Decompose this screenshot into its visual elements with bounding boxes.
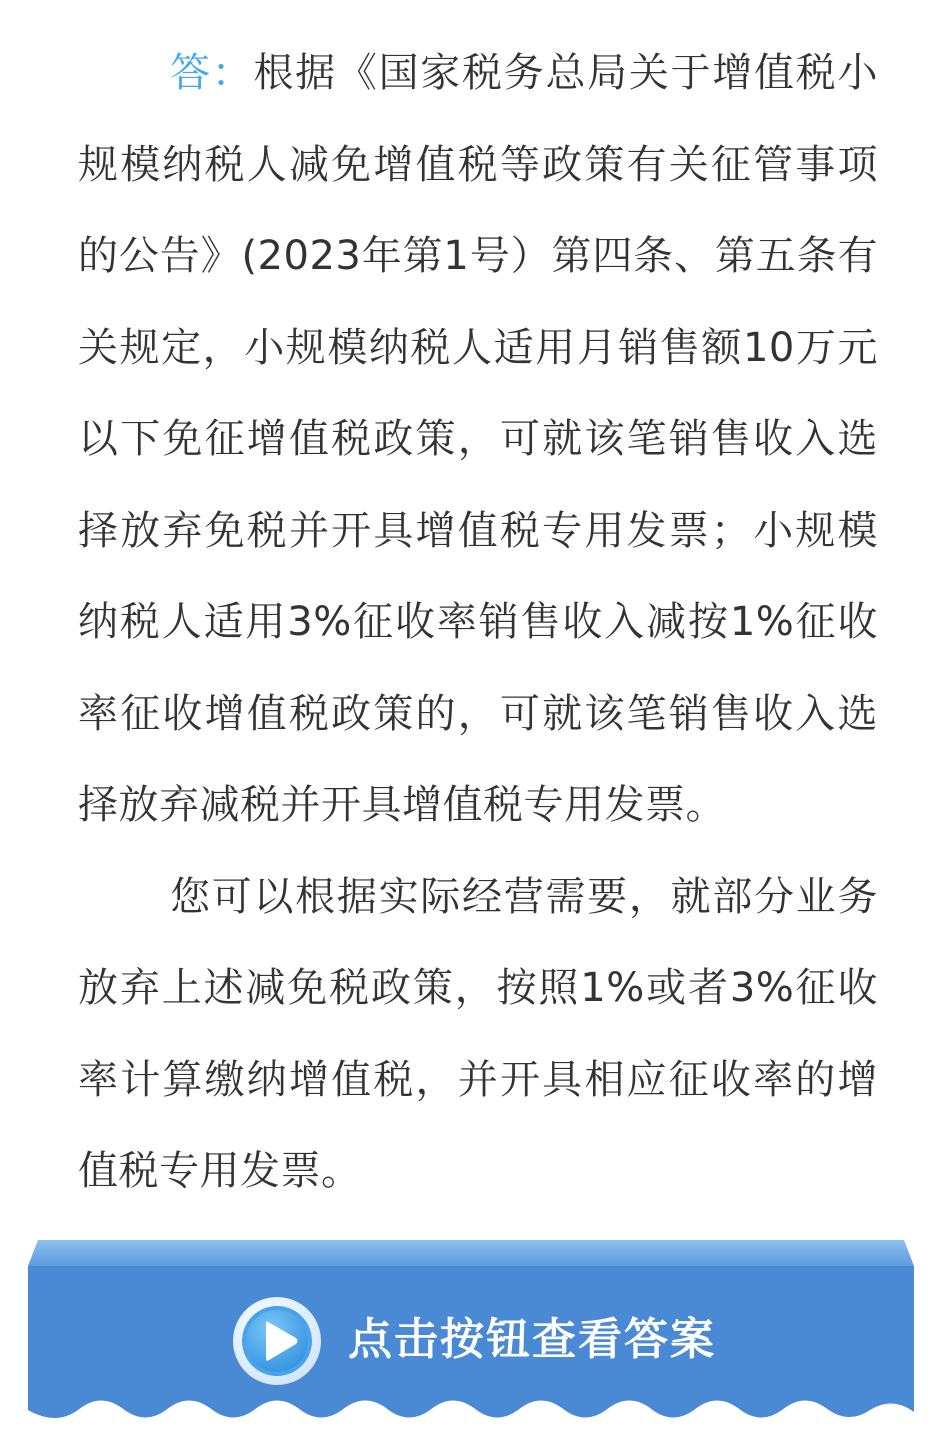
answer-paragraph-2: 您可以根据实际经营需要，就部分业务放弃上述减免税政策，按照1%或者3%征收率计算缴纳增值税，并开具相应征收率的增值税专用发票。 [78,873,878,1194]
answer-label: 答： [170,50,254,96]
answer-paragraph-1 [78,28,878,852]
view-answer-banner[interactable] [28,1240,914,1431]
answer-content [78,28,878,1218]
view-answer-button[interactable]: 点击按钮查看答案 [348,1314,716,1365]
play-icon[interactable] [232,1296,322,1386]
answer-paragraph-1-text: 根据《国家税务总局关于增值税小规模纳税人减免增值税等政策有关征管事项的公告》(2023年第1号）第四条、第五条有关规定，小规模纳税人适用月销售额10万元以下免征增值税政策，可就该笔销售收入选择放弃免税并开具增值税专用发票；小规模纳税人适用3%征收率销售收入减按1%征收率征收增值税政策的，可就该笔销售收入选择放弃减税并开具增值税专用发票。 [78,50,878,828]
